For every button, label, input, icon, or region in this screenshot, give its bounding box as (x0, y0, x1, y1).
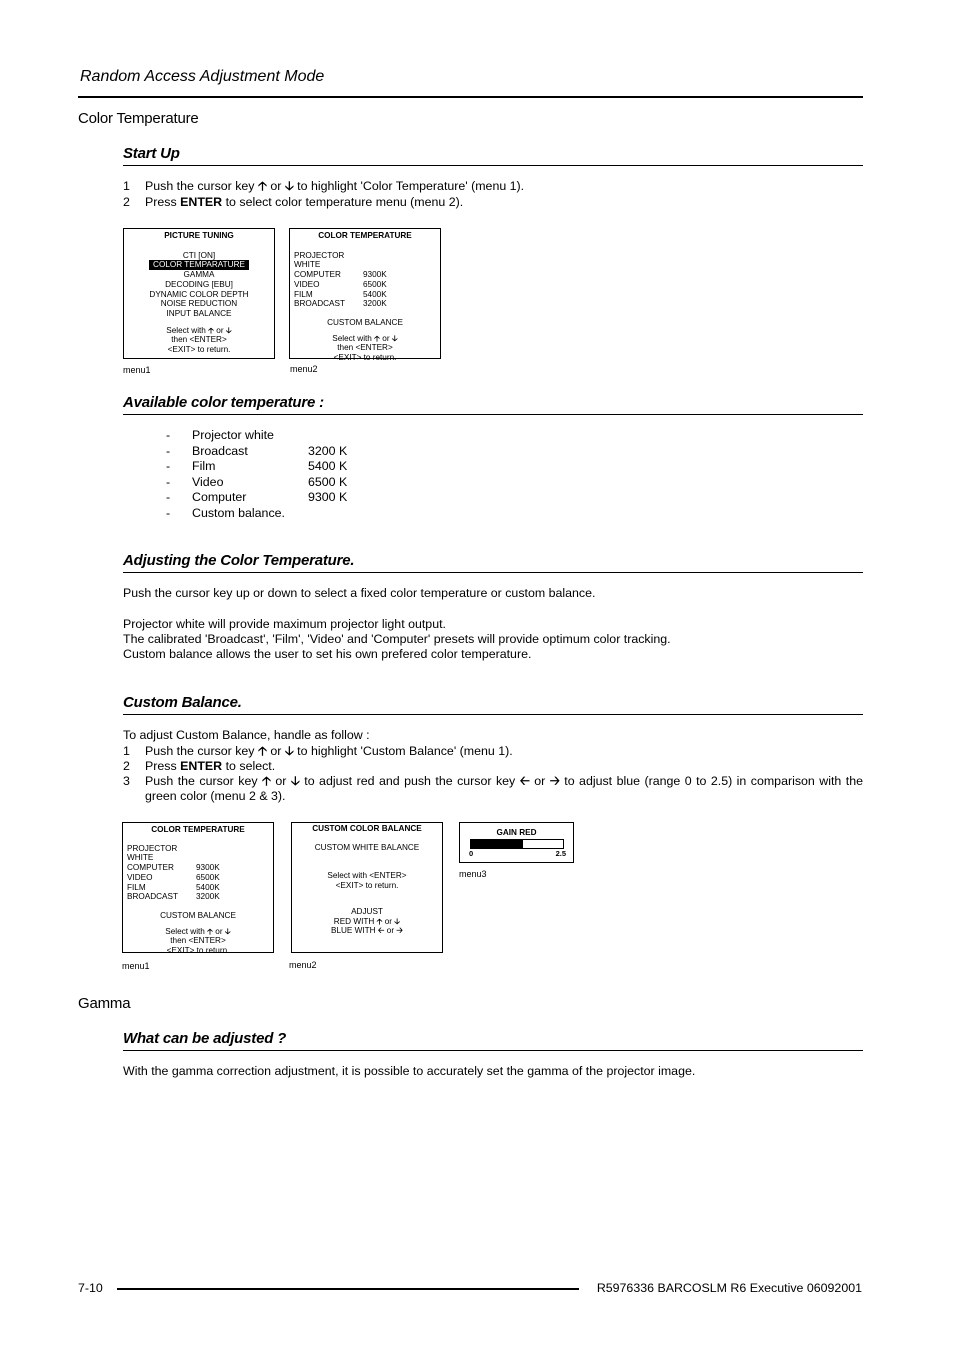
menu-row-value: 9300K (363, 270, 387, 280)
menu-row-label: BROADCAST (294, 299, 345, 309)
step-text: Press (145, 759, 177, 773)
menu-caption: menu2 (289, 960, 317, 970)
menu-help-text: or (216, 325, 224, 335)
menu-row (127, 844, 269, 863)
step-text: to adjust red and push the cursor key (304, 774, 516, 788)
menu-title: GAIN RED (496, 828, 537, 837)
custom-step-3 (123, 774, 863, 806)
menu-help-text: or (384, 916, 393, 926)
gain-min-label: 0 (469, 849, 474, 858)
step-text: to adjust blue (range 0 to 2.5) in comparison with the green color (menu 2 & 3). (145, 774, 863, 803)
menu-row-value: 5400K (363, 289, 387, 299)
menu-help-text: <EXIT> to return. (166, 946, 230, 956)
menu-adjust-label: ADJUST (351, 906, 383, 916)
heading-what-can-be-adjusted: What can be adjusted ? (123, 1030, 863, 1051)
paragraph: The calibrated 'Broadcast', 'Film', 'Video' and 'Computer' presets will provide optimum color tracking. (123, 632, 671, 646)
list-item-value: 6500 K (308, 474, 348, 489)
paragraph: Push the cursor key up or down to select a fixed color temperature or custom balance. (123, 586, 596, 600)
custom-step-2 (123, 759, 863, 774)
menu-title: CUSTOM COLOR BALANCE (312, 824, 422, 833)
step-text: Push the cursor key (145, 744, 255, 758)
gain-bar-fill (471, 840, 523, 848)
menu-row-value: 6500K (196, 872, 220, 882)
menu-caption: menu1 (122, 961, 150, 971)
step-text: or (270, 744, 282, 758)
step-text: Push the cursor key (145, 179, 255, 193)
down-arrow-icon: 🡣 (290, 774, 300, 788)
menu-row-label: PROJECTOR WHITE (294, 250, 345, 270)
custom-step-1 (123, 744, 863, 759)
step-text: to highlight 'Color Temperature' (menu 1). (297, 179, 525, 193)
menu-row (294, 280, 436, 290)
up-arrow-icon: 🡡 (376, 916, 383, 926)
menu-help-text: Select with <ENTER> (327, 871, 407, 881)
menu-row-label: VIDEO (127, 872, 153, 882)
step-text: or (275, 774, 287, 788)
down-arrow-icon: 🡣 (284, 179, 294, 193)
list-dash: - (166, 443, 171, 458)
menu-help-text: BLUE WITH (331, 926, 376, 936)
list-item (166, 490, 347, 506)
menu-row-label: FILM (294, 289, 313, 299)
paragraph: With the gamma correction adjustment, it is possible to accurately set the gamma of the projector image. (123, 1064, 696, 1078)
menu-row-label: FILM (127, 882, 146, 892)
menu-row (127, 892, 269, 902)
gain-max-label: 2.5 (555, 849, 566, 858)
enter-key-label: ENTER (180, 195, 223, 209)
menu-picture-tuning (123, 228, 275, 359)
available-list (166, 428, 347, 521)
gain-bar-track (470, 839, 564, 849)
list-dash: - (166, 428, 171, 442)
page-header-title: Random Access Adjustment Mode (80, 68, 325, 85)
list-item-value: 9300 K (308, 490, 348, 504)
menu-caption: menu2 (290, 364, 318, 374)
menu-item: DECODING [EBU] (165, 279, 233, 289)
down-arrow-icon: 🡣 (394, 916, 401, 926)
menu-help-text: RED WITH (333, 916, 375, 926)
section-title-color-temperature: Color Temperature (78, 110, 199, 127)
menu-row-label: PROJECTOR WHITE (127, 843, 178, 863)
left-arrow-icon: 🡠 (377, 926, 385, 936)
down-arrow-icon: 🡣 (391, 333, 398, 343)
menu-row (294, 251, 436, 270)
menu-item: DYNAMIC COLOR DEPTH (149, 289, 249, 299)
list-dash: - (166, 505, 171, 520)
paragraph: To adjust Custom Balance, handle as follow : (123, 728, 370, 742)
up-arrow-icon: 🡡 (262, 774, 271, 788)
menu-row-value: 6500K (363, 279, 387, 289)
menu-help-text: then <ENTER> (171, 335, 227, 345)
list-item-name: Projector white (192, 428, 274, 442)
list-item-value: 3200 K (308, 443, 348, 458)
menu-item: CTI [ON] (182, 250, 216, 260)
list-item (166, 475, 347, 491)
list-item-name: Custom balance. (192, 505, 285, 520)
right-arrow-icon: 🡢 (549, 774, 560, 788)
menu-help-text: <EXIT> to return. (335, 881, 399, 891)
menu-custom-color-balance (291, 822, 443, 953)
menu-help-text: <EXIT> to return. (167, 345, 231, 355)
menu-row-label: COMPUTER (294, 270, 341, 280)
step-text: Press (145, 195, 177, 209)
menu-title: COLOR TEMPERATURE (151, 825, 245, 834)
page-number: 7-10 (78, 1281, 103, 1295)
menu-color-temperature-2 (122, 822, 274, 956)
down-arrow-icon: 🡣 (225, 325, 232, 335)
up-arrow-icon: 🡡 (208, 325, 215, 335)
menu-row (294, 299, 436, 309)
menu-title: COLOR TEMPERATURE (318, 231, 412, 240)
header-divider (78, 96, 863, 98)
up-arrow-icon: 🡡 (374, 333, 381, 343)
up-arrow-icon: 🡡 (207, 926, 214, 936)
footer-divider (117, 1288, 579, 1290)
step-text: to highlight 'Custom Balance' (menu 1). (297, 744, 513, 758)
section-title-gamma: Gamma (78, 995, 131, 1012)
menu-help-text: Select with (166, 325, 206, 335)
menu-color-temperature (289, 228, 441, 363)
heading-custom-balance: Custom Balance. (123, 694, 863, 715)
left-arrow-icon: 🡠 (519, 774, 530, 788)
menu-help-text: Select with (332, 333, 372, 343)
step-text: or (270, 179, 282, 193)
menu-row-label: BROADCAST (127, 892, 178, 902)
heading-available-color-temperature: Available color temperature : (123, 394, 863, 415)
step-number: 2 (123, 759, 130, 773)
menu-caption: menu1 (123, 365, 151, 375)
step-number: 1 (123, 179, 130, 193)
menu-item: GAMMA (183, 270, 215, 280)
paragraph: Custom balance allows the user to set his own prefered color temperature. (123, 647, 532, 661)
step-number: 2 (123, 195, 130, 209)
document-id: R5976336 BARCOSLM R6 Executive 06092001 (596, 1281, 862, 1295)
menu-help-text: then <ENTER> (337, 343, 393, 353)
menu-help-text: or (386, 926, 395, 936)
menu-row (294, 290, 436, 300)
list-dash: - (166, 474, 171, 489)
list-item-name: Video (192, 474, 224, 489)
step-text: to select color temperature menu (menu 2). (225, 195, 464, 209)
list-item (166, 428, 347, 444)
menu-help-text: or (382, 333, 390, 343)
menu-row (127, 883, 269, 893)
menu-help-text: then <ENTER> (170, 936, 226, 946)
list-dash: - (166, 490, 171, 504)
menu-item: NOISE REDUCTION (160, 299, 238, 309)
list-item-name: Film (192, 459, 216, 473)
menu-item-highlighted: COLOR TEMPARATURE (149, 260, 249, 270)
list-dash: - (166, 459, 171, 473)
step-number: 3 (123, 774, 130, 788)
menu-row-value: 5400K (196, 882, 220, 892)
list-item (166, 459, 347, 475)
list-item (166, 506, 347, 522)
menu-row-label: COMPUTER (127, 863, 174, 873)
menu-item-custom-balance: CUSTOM BALANCE (160, 910, 236, 920)
list-item-name: Broadcast (192, 443, 248, 458)
down-arrow-icon: 🡣 (224, 926, 231, 936)
menu-gain-red (459, 822, 574, 863)
step-text: Push the cursor key (145, 774, 258, 788)
step-text: or (534, 774, 546, 788)
right-arrow-icon: 🡢 (396, 926, 403, 936)
menu-row (127, 863, 269, 873)
menu-help-text: Select with (165, 926, 205, 936)
menu-subtitle: CUSTOM WHITE BALANCE (314, 842, 420, 852)
menu-item-custom-balance: CUSTOM BALANCE (327, 317, 403, 327)
list-item-value: 5400 K (308, 459, 348, 473)
step-number: 1 (123, 744, 130, 758)
menu-row-label: VIDEO (294, 279, 320, 289)
menu-help-text: or (215, 926, 223, 936)
menu-title: PICTURE TUNING (164, 231, 234, 240)
menu-row-value: 3200K (196, 892, 220, 902)
menu-caption: menu3 (459, 869, 487, 879)
paragraph: Projector white will provide maximum projector light output. (123, 617, 446, 631)
heading-start-up: Start Up (123, 145, 863, 166)
heading-adjusting-color-temperature: Adjusting the Color Temperature. (123, 552, 863, 573)
step-text: to select. (225, 759, 276, 773)
menu-row (294, 270, 436, 280)
down-arrow-icon: 🡣 (284, 744, 294, 758)
menu-item: INPUT BALANCE (166, 308, 232, 318)
menu-row-value: 3200K (363, 299, 387, 309)
start-step-2 (123, 195, 863, 210)
menu-help-text: <EXIT> to return. (333, 353, 397, 363)
start-step-1 (123, 179, 863, 194)
menu-row (127, 873, 269, 883)
list-item-name: Computer (192, 490, 247, 504)
enter-key-label: ENTER (180, 759, 223, 773)
list-item (166, 444, 347, 460)
up-arrow-icon: 🡡 (257, 179, 267, 193)
menu-row-value: 9300K (196, 863, 220, 873)
up-arrow-icon: 🡡 (257, 744, 267, 758)
